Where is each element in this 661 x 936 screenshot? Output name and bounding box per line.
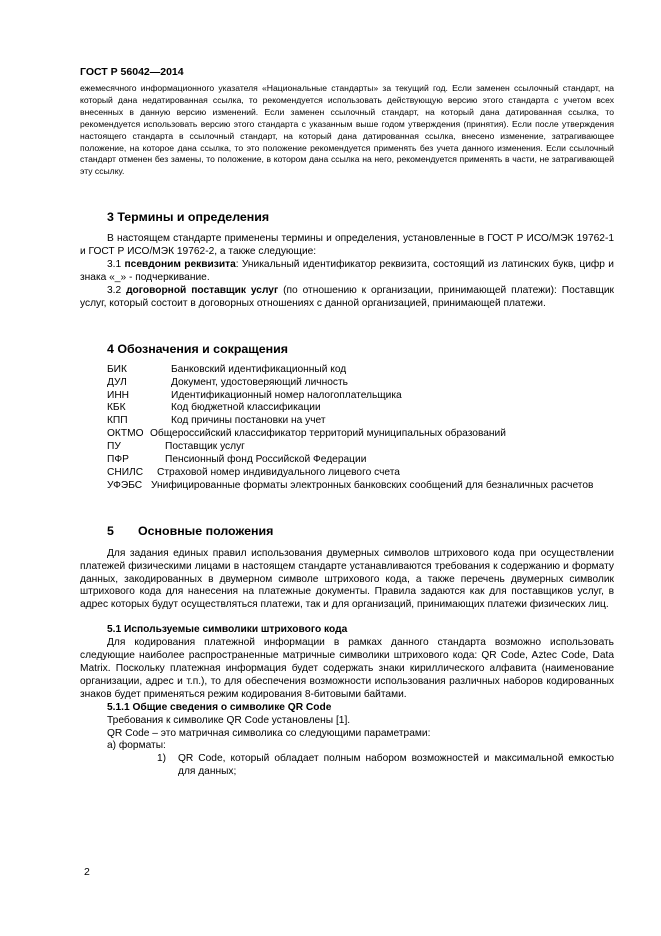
intro-paragraph: ежемесячного информационного указателя «Национальные стандарты» за текущий год. Если заменен ссылочный стандарт, на который дана недатированная ссылка, то рекомендуется использовать действующую версию этого стандарта с учетом всех внесенных в данную версию изменений. Если заменен ссылочный стандарт, на который дана датированная ссылка, то рекомендуется использовать версию этого стандарта с указанным выше годом утверждения (принятия). Если после утверждения настоящего стандарта в ссылочный стандарт, на который дана датированная ссылка, внесено изменение, затрагивающее положение, на которое дана ссылка, то это положение рекомендуется применять без учета данного изменения. Если ссылочный стандарт отменен без замены, то положение, в котором дана ссылка на него, рекомендуется применять в части, не затрагивающей эту ссылку. [80,83,614,177]
abbr-definition: Код причины постановки на учет [171,415,326,427]
abbr-code: БИК [107,363,127,375]
section-4-title: 4 Обозначения и сокращения [107,341,288,356]
page-number: 2 [84,866,90,878]
abbr-definition: Банковский идентификационный код [171,363,347,375]
list-item-1-text: QR Code, который обладает полным набором возможностей и максимальной емкостью для данных; [178,753,614,778]
abbr-code: ИНН [107,389,130,401]
section-3-intro: В настоящем стандарте применены термины и определения, установленные в ГОСТ Р ИСО/МЭК 19762-1 и ГОСТ Р ИСО/МЭК 19762-2, а также следующие: [80,233,614,258]
section-5-title [80,524,614,538]
abbr-definition: Страховой номер индивидуального лицевого счета [157,466,400,478]
abbr-row [80,467,614,480]
abbr-code: ОКТМО [107,428,144,440]
abbr-definition: Идентификационный номер налогоплательщика [171,389,402,401]
term-3-2-text: (по отношению к организации, принимающей платежи): Поставщик услуг, который состоит в договорных отношениях с данной организацией, принимающей платежи. [80,284,614,309]
qr-requirements: Требования к символике QR Code установлены [1]. [107,714,351,726]
list-item-1-number: 1) [156,753,166,765]
term-3-1 [80,259,614,285]
term-3-2-name: договорной поставщик услуг [126,284,279,296]
abbreviations-list [80,364,614,493]
document-header: ГОСТ Р 56042—2014 [80,66,184,78]
abbr-wrapped-text [80,480,614,493]
abbr-code: УФЭБС [107,479,143,491]
abbr-row [80,390,614,403]
term-3-1-text: : Уникальный идентификатор реквизита, состоящий из латинских букв, цифр и знака «_» - подчеркивание. [80,259,614,283]
abbr-code: КПП [107,415,128,427]
abbr-row [80,454,614,467]
abbr-definition: Документ, удостоверяющий личность [171,376,348,388]
abbr-row [80,377,614,390]
section-3-title: 3 Термины и определения [107,210,270,225]
section-5-1-title: 5.1 Используемые символики штрихового кода [107,624,348,636]
abbr-definition: Код бюджетной классификации [171,402,321,414]
abbr-code: КБК [107,402,126,414]
term-3-1-number: 3.1 [107,259,122,271]
abbr-code: ДУЛ [107,376,127,388]
list-item-a: а) форматы: [107,740,166,752]
abbr-row [80,441,614,454]
abbr-row [80,364,614,377]
abbr-code: СНИЛС [107,466,144,478]
abbr-definition: Общероссийский классификатор территорий муниципальных образований [150,428,506,440]
section-5-number: 5 [107,523,114,538]
abbr-row-wrapped [80,480,614,493]
abbr-code: ПУ [107,441,121,453]
term-3-2 [80,285,614,311]
abbr-row [80,428,614,441]
abbr-definition: Поставщик услуг [165,441,245,453]
term-3-2-number: 3.2 [107,284,122,296]
section-5-intro: Для задания единых правил использования двумерных символов штрихового кода при осуществлении платежей физическими лицами в настоящем стандарте устанавливаются требования к содержанию и формату данных, закодированных в двумерном символе штрихового кода, а также перечень двумерных символик штрихового кода для нанесения на платежные документы. Правила задаются как для поставщиков услуг, в адрес которых будут осуществляться платежи, так и для организаций, принимающих платежи физических лиц. [80,547,614,611]
term-3-1-name: псевдоним реквизита [124,259,236,271]
list-item-1 [80,753,614,779]
section-5-1-text: Для кодирования платежной информации в рамках данного стандарта возможно использовать следующие наиболее распространенные матричные символики штрихового кода: QR Code, Aztec Code, Data Matrix. Поскольку платежная информация будет содержать знаки кириллического алфавита (наименование организации, адрес и т.п.), то для обеспечения возможности использования различных наборов кодированных знаков будет применяться режим кодирования 8-битовыми байтами. [80,637,614,700]
qr-description: QR Code – это матричная символика со следующими параметрами: [107,727,431,739]
section-5-1-1-title: 5.1.1 Общие сведения о символике QR Code [107,701,332,713]
abbr-definition: Пенсионный фонд Российской Федерации [165,454,367,466]
abbr-row [80,402,614,415]
abbr-definition: Унифицированные форматы электронных банковских сообщений для безналичных расчетов [151,479,594,491]
abbr-code: ПФР [107,454,129,466]
page-content [80,83,614,779]
abbr-row [80,415,614,428]
section-5-title-text: Основные положения [138,523,274,538]
